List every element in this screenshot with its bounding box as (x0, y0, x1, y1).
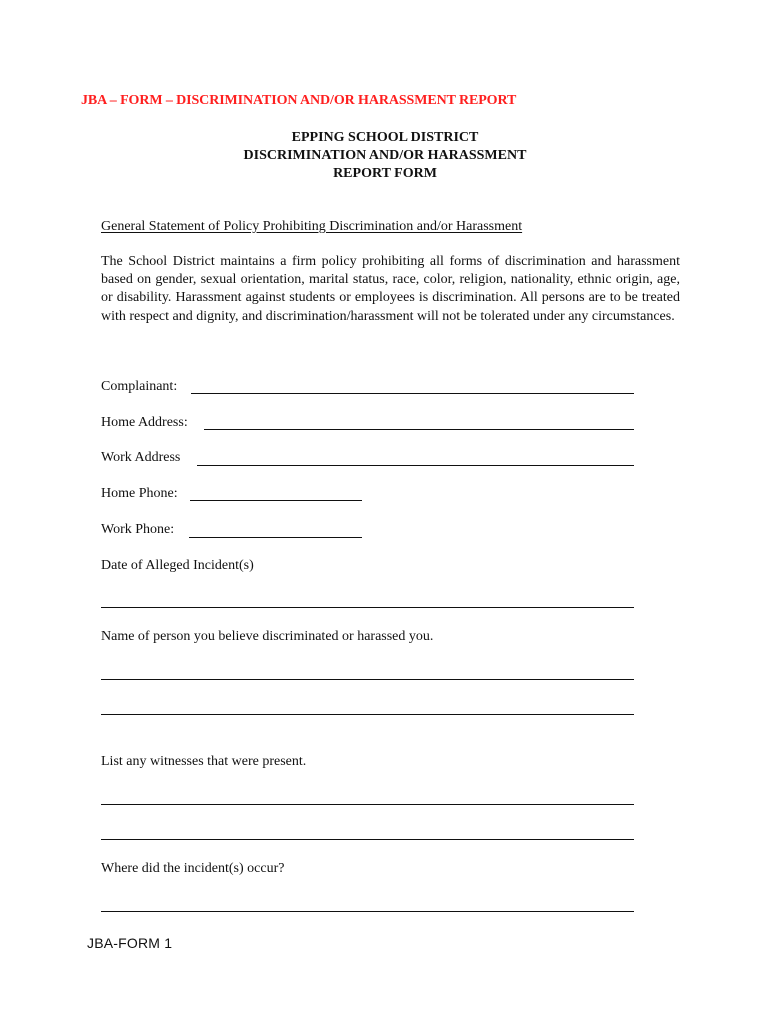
accused-person-field-line-1[interactable] (101, 679, 634, 680)
form-title-heading: DISCRIMINATION AND/OR HARASSMENT (243, 148, 527, 163)
witnesses-field-line-2[interactable] (101, 839, 634, 840)
incident-location-field[interactable] (101, 911, 634, 912)
work-address-field[interactable] (197, 465, 634, 466)
home-phone-field[interactable] (190, 500, 362, 501)
policy-statement: The School District maintains a firm policy prohibiting all forms of discrimination and harassment based on gender, sexual orientation, marital status, race, color, religion, nationality, ethnic origin, age, or disability. Harassment against students or employees is discrimination. All persons are to be treated with respect and dignity, and discrimination/harassment will not be tolerated under any circumstances. (101, 254, 680, 324)
accused-person-label: Name of person you believe discriminated or harassed you. (101, 629, 434, 644)
page-footer-label: JBA-FORM 1 (87, 935, 173, 951)
home-phone-label: Home Phone: (101, 486, 178, 501)
form-subtitle-heading: REPORT FORM (333, 166, 437, 181)
policy-heading: General Statement of Policy Prohibiting Discrimination and/or Harassment (101, 219, 523, 234)
work-address-label: Work Address (101, 450, 181, 465)
home-address-label: Home Address: (101, 415, 188, 430)
complainant-field[interactable] (191, 393, 634, 394)
incident-date-field[interactable] (101, 607, 634, 608)
witnesses-field-line-1[interactable] (101, 804, 634, 805)
incident-date-label: Date of Alleged Incident(s) (101, 558, 254, 573)
witnesses-label: List any witnesses that were present. (101, 754, 307, 769)
home-address-field[interactable] (204, 429, 634, 430)
incident-location-label: Where did the incident(s) occur? (101, 861, 285, 876)
work-phone-label: Work Phone: (101, 522, 175, 537)
complainant-label: Complainant: (101, 379, 178, 394)
document-title: JBA – FORM – DISCRIMINATION AND/OR HARASSMENT REPORT (81, 93, 517, 108)
district-name-heading: EPPING SCHOOL DISTRICT (291, 130, 479, 145)
accused-person-field-line-2[interactable] (101, 714, 634, 715)
work-phone-field[interactable] (189, 537, 362, 538)
